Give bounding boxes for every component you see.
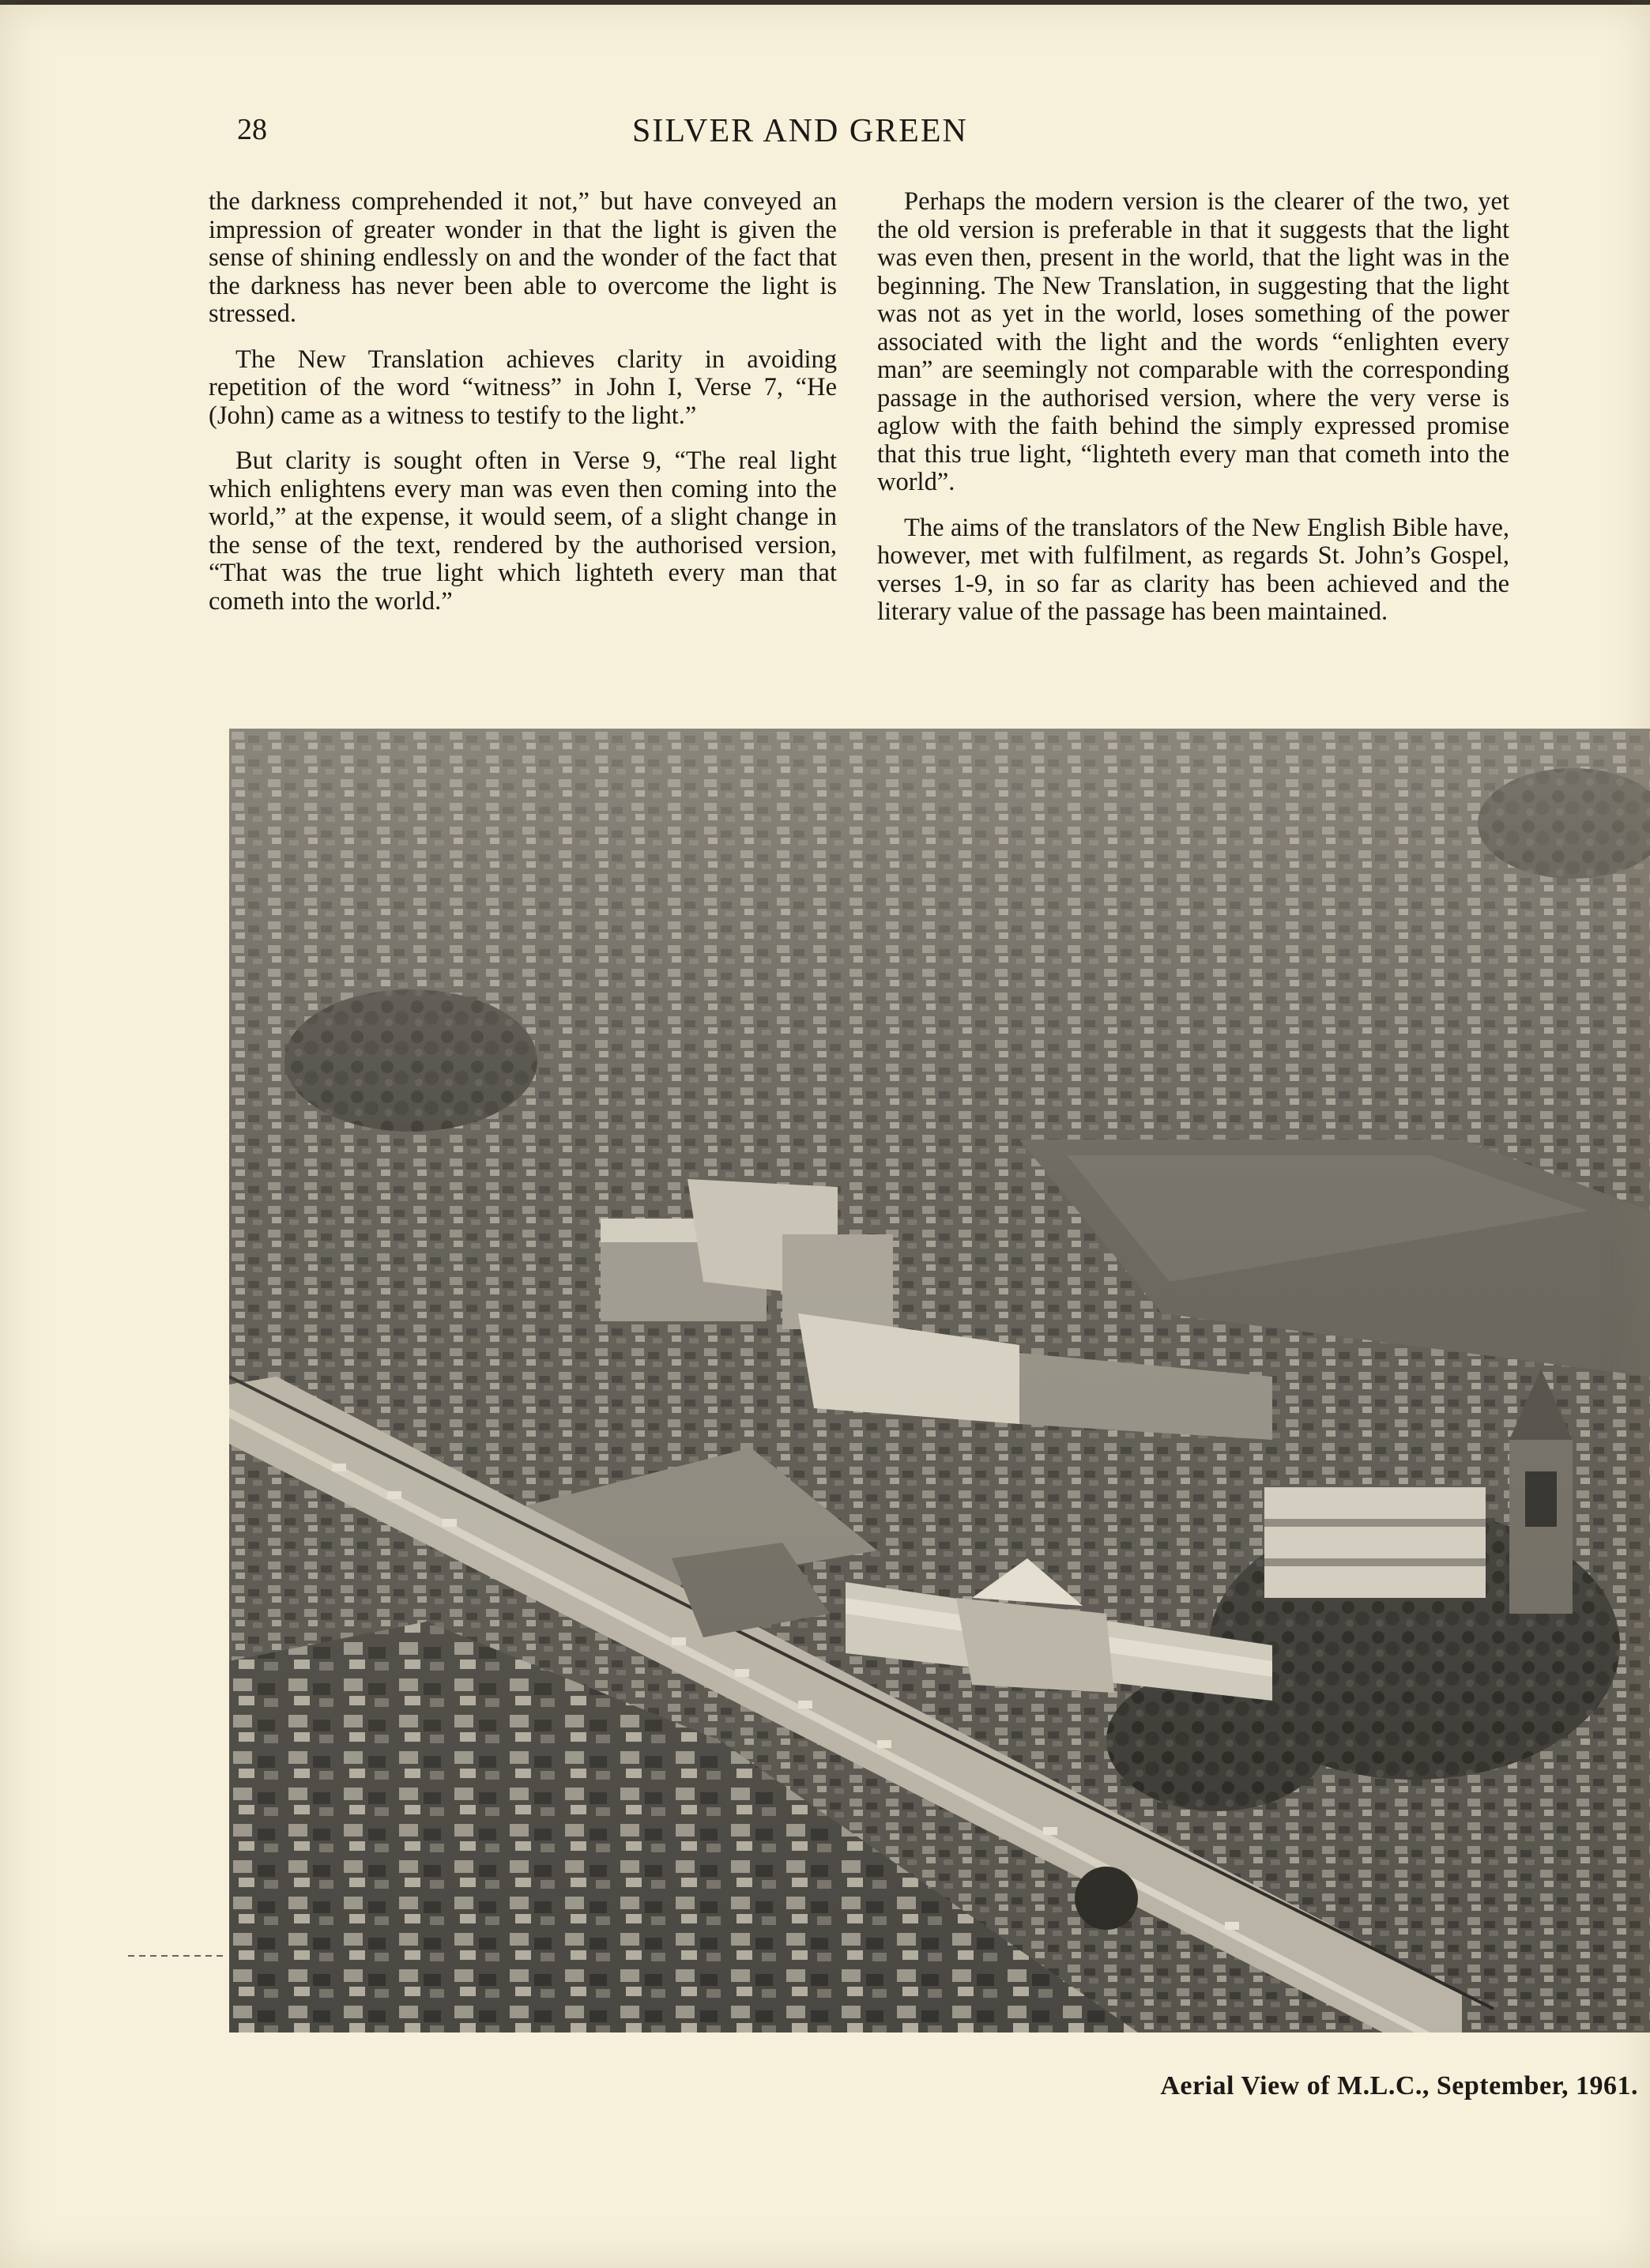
left-text-column [209,188,837,633]
left-paragraph-3: But clarity is sought often in Verse 9, “The real light which enlightens every man was even then coming into the world,” at the expense, it would seem, of a slight change in the sense of the text, rendered by the authorised version, “That was the true light which lighteth every man that cometh into the world.” [209,446,837,616]
top-border-rule [0,0,1650,5]
photo-caption: Aerial View of M.L.C., September, 1961. [1160,2071,1638,2100]
right-text-column [877,188,1509,644]
left-paragraph-2: The New Translation achieves clarity in avoiding repetition of the word “witness” in John I, Verse 7, “He (John) came as a witness to testify to the light.” [209,345,837,430]
page-number: 28 [237,113,267,146]
aerial-photograph [229,729,1650,2033]
running-title: SILVER AND GREEN [632,113,968,149]
right-paragraph-2: The aims of the translators of the New English Bible have, however, met with fulfilment, as regards St. John’s Gospel, verses 1-9, in so far as clarity has been achieved and the literary value of the passage has been maintained. [877,513,1509,626]
left-paragraph-1: the darkness comprehended it not,” but have conveyed an impression of greater wonder in that the light is given the sense of shining endlessly on and the wonder of the fact that the darkness has never been able to overcome the light is stressed. [209,187,837,328]
right-paragraph-1: Perhaps the modern version is the clearer of the two, yet the old version is preferable in that it suggests that the light was even then, present in the world, that the light was in the beginning. The New Translation, in suggesting that the light was not as yet in the world, loses something of the power associated with the light and the words “enlighten every man” are seemingly not comparable with the corresponding passage in the authorised version, where the very verse is aglow with the faith behind the simply expressed promise that this true light, “lighteth every man that cometh into the world”. [877,187,1509,496]
margin-dash-mark [128,1955,223,1957]
